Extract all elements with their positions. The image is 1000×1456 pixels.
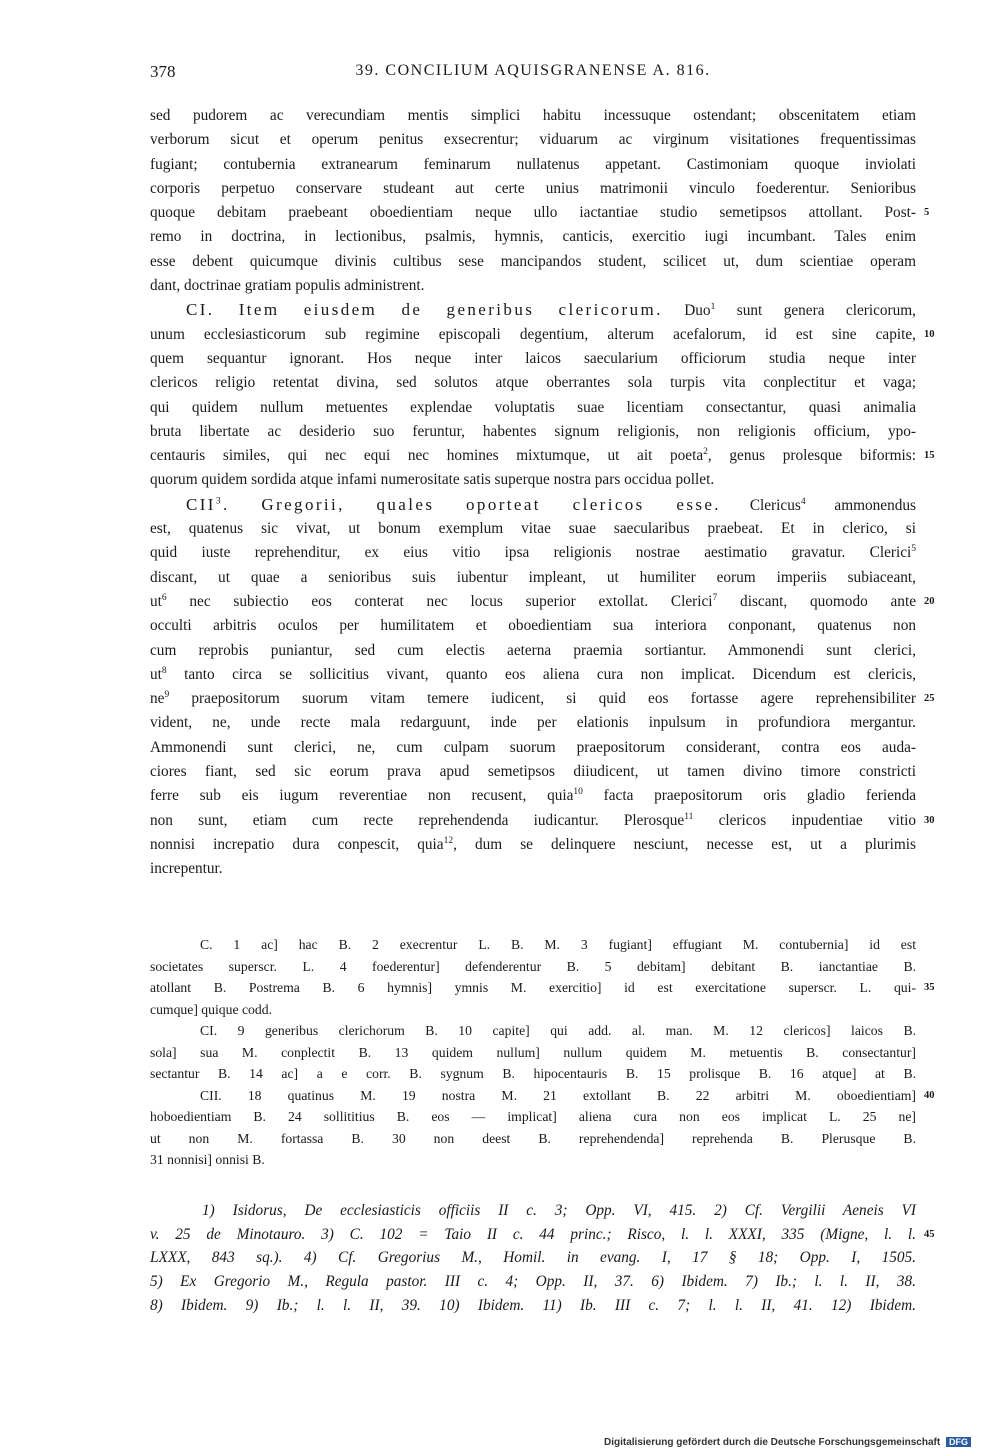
running-head: 39. CONCILIUM AQUISGRANENSE A. 816. [355,62,711,79]
apparatus-line: societates superscr. L. 4 foederentur] defenderentur B. 5 debitam] debitant B. ianctantiae B. [150,958,916,974]
footnote-ref: 8 [161,665,167,676]
chapter-ci-first-line: CI. Item eiusdem de generibus clericorum. Duo$^1$ sunt genera clericorum, [186,300,916,320]
page-number: 378 [150,62,176,81]
chapter-heading: CI. Item eiusdem de generibus clericorum. [186,300,663,320]
footnote-ref: 7 [712,592,718,603]
text-line: quem sequantur ignorant. Hos neque inter laicos saecularium officiorum studia neque inter [150,349,916,367]
line-number: 25 [924,693,935,705]
text-line: dant, doctrinae gratiam populis administrent. [150,277,425,295]
text-line: $ne^9$ praepositorum suorum vitam temere iudicent, si quid eos fortasse agere reprehensibiliter 25 [150,687,916,711]
footnote-ref: 10 [573,787,583,798]
text-line: quorum quidem sordida atque infami numerositate satis superque nostra pars occidua pollet. [150,471,715,489]
line-number: 35 [924,982,935,993]
footnote-ref: 3 [215,496,224,507]
apparatus-line: ut non M. fortassa B. 30 non deest B. reprehendenda] reprehenda B. Plerusque B. [150,1130,916,1146]
line-number: 20 [924,595,935,607]
apparatus-line: sectantur B. 14 ac] a e corr. B. sygnum B. hipocentauris B. 15 prolisque B. 16 atque] at B. [150,1066,916,1081]
footnote-ref: 5 [911,544,916,555]
text-line: non sunt, etiam cum recte reprehendenda iudicantur. Plerosque$^{11}$ clericos inpudentiae vitio 30 [150,809,916,833]
text-line: est, quatenus sic vivat, ut bonum exemplum vitae suae saecularibus praebeat. Et in clerico, si [150,520,916,538]
apparatus-line: 31 nonnisi] onnisi B. [150,1152,265,1167]
apparatus-line: C. 1 ac] hac B. 2 execrentur L. B. M. 3 fugiant] effugiant M. contubernia] id est [200,937,916,952]
text-line: ferre sub eis iugum reverentiae non recusent, quia$^{10}$ facta praepositorum oris gladio ferienda [150,787,917,805]
text-line: ciores fiant, sed sic eorum prava apud semetipsos diiudicent, ut tamen divino timore constricti [150,763,916,781]
text-line: quid iuste reprehenditur, ex eius vitio ipsa religionis nostrae aestimatio gravatur. Clerici$^5$ [150,544,916,562]
apparatus-line: hoboedientiam B. 24 sollititius B. eos — implicat] aliena cura non eos implicat L. 25 ne] [150,1109,916,1124]
text-line: remo in doctrina, in lectionibus, psalmis, hymnis, canticis, exercitio iugi incumbant. Tales enim [150,228,916,246]
dfg-logo-icon: DFG [946,1437,971,1447]
footnote-ref: 4 [800,496,806,507]
footnotes [150,1199,935,1317]
text-line: $ut^8$ tanto circa se sollicitius vivant, quanto eos aliena cura non implicat. Dicendum est clericis, [150,665,916,683]
apparatus-line: CI. 9 generibus clerichorum B. 10 capite] qui add. al. man. M. 12 clericos] laicos B. [200,1023,916,1038]
apparatus-line: sola] sua M. conplectit B. 13 quidem nullum] nullum quidem M. metuentis B. consectantur] [150,1044,916,1060]
apparatus-line: CII. 18 quatinus M. 19 nostra M. 21 extollant B. 22 arbitri M. oboedientiam] 40 [150,1085,916,1107]
text-line: $ut^6$ nec subiectio eos conterat nec locus superior extollat. Clerici$^7$ discant, quomodo ante 20 [150,590,916,614]
text-line: quoque debitam praebeant oboedientiam neque ullo iactantiae studio semetipsos attollant. Post- 5 [150,201,916,225]
text-line: qui quidem nullum metuentes explendae voluptatis suae licentiam consectantur, quasi animalia [150,398,916,416]
chapter-heading: CII$^3$. Gregorii, quales oporteat clericos esse. [186,494,721,514]
text-line: discant, ut quae a senioribus suis iubentur impleant, ut humiliter eorum imperiis subiaceant, [150,568,916,586]
line-number: 10 [924,328,935,340]
footnote-line: 1) Isidorus, De ecclesiasticis officiis II c. 3; Opp. VI, 415. 2) Cf. Vergilii Aeneis VI [202,1202,916,1219]
text-line: esse debent quicumque divinis cultibus sese mancipandos student, scilicet ut, dum scientiae operam [150,252,916,270]
footnote-line: LXXX, 843 sq.). 4) Cf. Gregorius M., Homil. in evang. I, 17 § 18; Opp. I, 1505. [150,1249,916,1267]
footnote-ref: 12 [443,835,454,846]
line-number: 5 [924,207,930,219]
footnote-ref: 6 [161,592,167,603]
text-line: increpentur. [150,860,223,878]
chapter-cii-first-line: CII$^3$. Gregorii, quales oporteat clericos esse. Clericus$^4$ ammonendus [186,494,917,514]
footnote-ref: 1 [710,302,716,313]
footnote-line: 5) Ex Gregorio M., Regula pastor. III c. 4; Opp. II, 37. 6) Ibidem. 7) Ib.; l. l. II, 38. [150,1273,916,1291]
line-number: 45 [924,1228,935,1240]
line-number: 15 [924,450,935,462]
footnote-line: v. 25 de Minotauro. 3) C. 102 = Taio II c. 44 princ.; Risco, l. l. XXXI, 335 (Migne, l. l. 45 [150,1223,916,1247]
digitization-credit [604,1437,971,1448]
text-line: vident, ne, unde recte mala redarguunt, inde per elationis inpulsum in profundiora mergantur. [150,714,916,732]
text-line: bruta libertate ac desiderio suo feruntur, habentes signum religionis, non religionis officium, ypo- [150,422,916,440]
footnote-ref: 11 [684,811,694,822]
page-header [150,62,916,86]
text-line: nonnisi increpatio dura conpescit, quia$^{12}$, dum se delinquere nesciunt, necesse est, ut a plurimis [150,835,916,853]
text-line: clericos religio retentat divina, sed solutos atque oberrantes sola turpis vita conplectitur et vaga; [150,374,916,392]
line-number: 40 [924,1089,935,1101]
text-line: centauris similes, qui nec equi nec homines mixtumque, ut ait poeta$^2$, genus prolesque biformis: 15 [150,444,916,468]
text-line: cum reprobis puniantur, sed cum electis aeterna praemia sortiantur. Ammonendi sunt clerici, [150,641,916,659]
main-text [150,104,935,882]
credit-text: Digitalisierung gefördert durch die Deutsche Forschungsgemeinschaft [604,1437,941,1448]
line-number: 30 [924,814,935,826]
text-line: Ammonendi sunt clerici, ne, cum culpam suorum praepositorum considerant, contra eos auda- [150,738,916,756]
critical-apparatus [150,934,935,1171]
text-line: verborum sicut et operum penitus exsecrentur; viduarum ac virginum visitationes frequentissimas [150,131,916,149]
text-line: occulti arbitris oculos per humilitatem et oboedientiam sua interiora conponant, quatenus non [150,617,916,635]
footnote-line: 8) Ibidem. 9) Ib.; l. l. II, 39. 10) Ibidem. 11) Ib. III c. 7; l. l. II, 41. 12) Ibidem. [150,1296,916,1314]
text-line: corporis perpetuo conservare studeant aut certe unius matrimonii vinculo foederentur. Senioribus [150,179,916,197]
text-line: unum ecclesiasticorum sub regimine episcopali degentium, alterum acefalorum, id est sine capite, 10 [150,323,916,347]
apparatus-line: atollant B. Postrema B. 6 hymnis] ymnis M. exercitio] id est exercitatione superscr. L. qui- 35 [150,977,916,999]
text-line: sed pudorem ac verecundiam mentis simplici habitu incessuque ostendant; obscenitatem etiam [150,107,916,124]
footnote-ref: 9 [164,690,170,701]
apparatus-line: cumque] quique codd. [150,1001,273,1017]
text-line: fugiant; contubernia extranearum feminarum nullatenus appetant. Castimoniam quoque inviolati [150,155,916,173]
footnote-ref: 2 [703,447,708,458]
